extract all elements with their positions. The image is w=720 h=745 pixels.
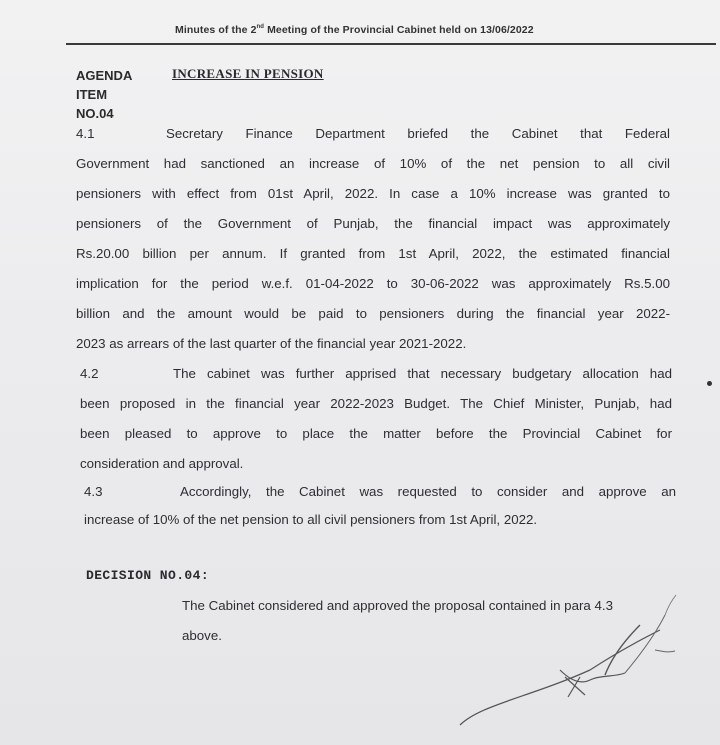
running-header-superscript: nd [256,24,265,30]
running-header-text: Minutes of the 2 [175,24,257,36]
para-line: 2023 as arrears of the last quarter of the financial year 2021-2022. [76,336,467,351]
para-line: pensioners of the Government of Punjab, the financial impact was approximately [76,216,670,231]
agenda-label-line: NO.04 [76,106,114,121]
para-line: consideration and approval. [80,456,244,471]
para-line: pensioners with effect from 01st April, 2022. In case a 10% increase was granted to [76,186,670,201]
para-line: Government had sanctioned an increase of 10% of the net pension to all civil [76,156,670,171]
agenda-item-label [76,66,132,123]
decision-line: above. [182,628,222,643]
para-number: 4.2 [80,366,99,381]
para-line: The cabinet was further apprised that necessary budgetary allocation had [173,366,672,381]
para-number: 4.1 [76,126,95,141]
para-line: been proposed in the financial year 2022-2023 Budget. The Chief Minister, Punjab, had [80,396,672,411]
running-header-text-rest: Meeting of the Provincial Cabinet held on 13/06/2022 [264,24,534,36]
para-number: 4.3 [84,484,103,499]
running-header [175,24,534,36]
para-line: increase of 10% of the net pension to all civil pensioners from 1st April, 2022. [84,512,538,527]
para-line: billion and the amount would be paid to pensioners during the financial year 2022- [76,306,670,321]
para-line: been pleased to approve to place the matter before the Provincial Cabinet for [80,426,672,441]
decision-heading: DECISION NO.04: [86,568,210,583]
margin-mark [707,381,712,386]
agenda-label-line: AGENDA [76,68,133,83]
para-line: Secretary Finance Department briefed the Cabinet that Federal [166,126,670,141]
signature-scribble [440,585,700,735]
para-line: Accordingly, the Cabinet was requested to consider and approve an [180,484,676,499]
para-line: implication for the period w.e.f. 01-04-2022 to 30-06-2022 was approximately Rs.5.00 [76,276,670,291]
agenda-label-line: ITEM [76,87,108,102]
para-line: Rs.20.00 billion per annum. If granted from 1st April, 2022, the estimated financial [76,246,670,261]
header-rule [66,43,716,45]
decision-line: The Cabinet considered and approved the proposal contained in para 4.3 [182,598,613,613]
agenda-title: INCREASE IN PENSION [172,66,324,81]
